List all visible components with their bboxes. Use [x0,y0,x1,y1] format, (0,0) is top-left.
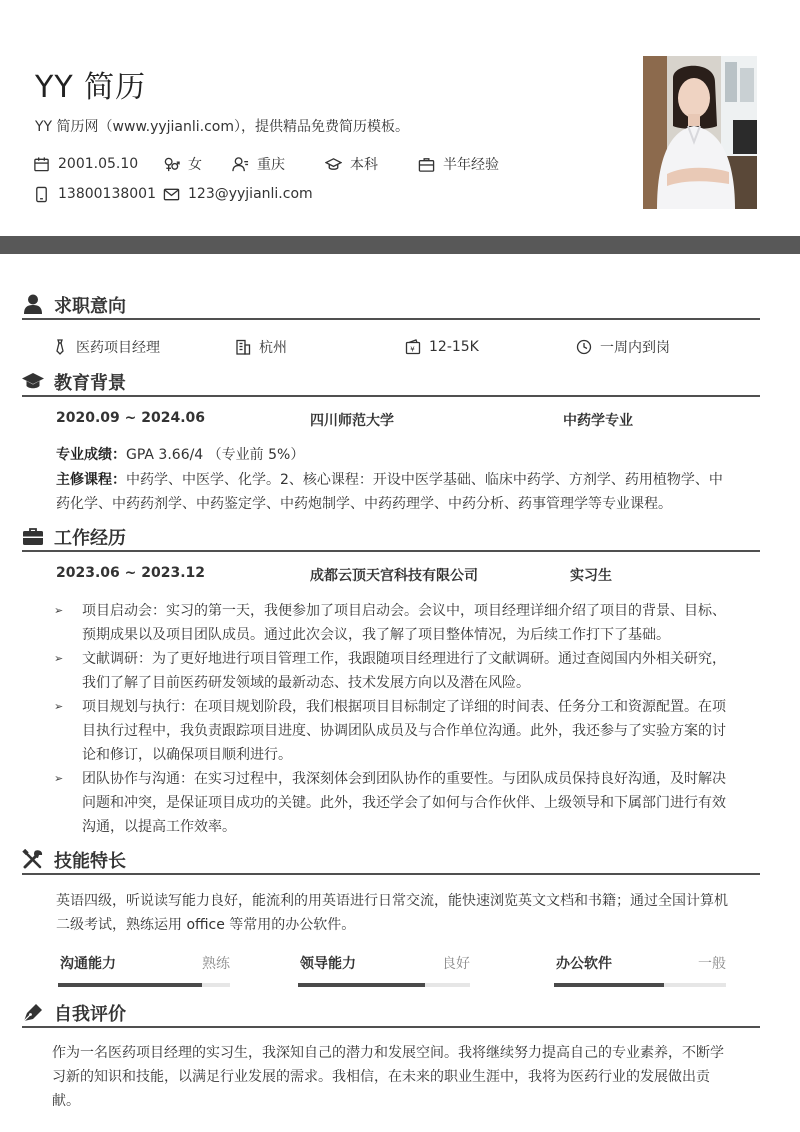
skill-bar [554,953,726,987]
intent-availability-value: 一周内到岗 [600,340,670,356]
skill-fill [58,983,202,987]
skill-bar [58,953,230,987]
resume-name: YY 简历 [35,70,147,105]
skill-track [58,983,230,987]
section-education [22,369,760,397]
self-eval-text: 作为一名医药项目经理的实习生，我深知自己的潜力和发展空间。我将继续努力提高自己的专业素养，不断学习新的知识和技能，以满足行业发展的需求。我相信，在未来的职业生涯中，我将为医药行业的发展做出贡献。 [52,1045,724,1109]
section-title: 教育背景 [54,373,126,394]
section-title: 技能特长 [54,851,126,872]
wallet-icon [405,339,421,355]
skill-level: 良好 [442,956,470,972]
work-item-text: 项目启动会：实习的第一天，我便参加了项目启动会。会议中，项目经理详细介绍了项目的背景、目标、预期成果以及项目团队成员。通过此次会议，我了解了项目整体情况，为后续工作打下了基础。 [82,603,726,643]
section-title: 求职意向 [54,296,126,317]
experience-info [418,154,499,174]
work-item [52,695,736,767]
work-item-text: 项目规划与执行：在项目规划阶段，我们根据项目目标制定了详细的时间表、任务分工和资源配置。在项目执行过程中，我负责跟踪项目进度、协调团队成员及与合作单位沟通。此外，我还参与了实验方案的讨论和修订，以确保项目顺利进行。 [82,699,726,763]
work-item-text: 文献调研：为了更好地进行项目管理工作，我跟随项目经理进行了文献调研。通过查阅国内外相关研究，我们了解了目前医药研发领域的最新动态、技术发展方向以及潜在风险。 [82,651,726,691]
email-value: 123@yyjianli.com [188,186,313,202]
edu-courses-value: 中药学、中医学、化学。2、核心课程：开设中医学基础、临床中药学、方剂学、药用植物学、中药化学、中药药剂学、中药鉴定学、中药炮制学、中药药理学、中药分析、药事管理学等专业课程。 [56,472,723,512]
section-work [22,524,760,552]
edu-grade-label: 专业成绩： [56,447,126,463]
skill-name: 沟通能力 [60,956,116,972]
person-location-icon [232,156,249,173]
skill-track [554,983,726,987]
section-title: 自我评价 [54,1004,126,1025]
intent-salary-value: 12-15K [429,339,479,355]
profile-photo [643,56,757,209]
birthday-info [33,154,138,174]
skill-fill [554,983,664,987]
intent-position [52,337,160,357]
arrow-bullet-icon: ➢ [54,700,64,713]
edu-period: 2020.09 ~ 2024.06 [56,410,206,426]
gender-icon [163,156,180,173]
calendar-icon [33,156,50,173]
email-info [163,184,313,204]
user-icon [22,294,44,314]
edu-grade [56,443,736,467]
mail-icon [163,186,180,203]
skill-level: 熟练 [202,956,230,972]
work-item-text: 团队协作与沟通：在实习过程中，我深刻体会到团队协作的重要性。与团队成员保持良好沟通，及时解决问题和冲突，是保证项目成功的关键。此外，我还学会了如何与合作伙伴、上级领导和下属部门进行有效沟通，以提高工作效率。 [82,771,726,835]
work-item [52,599,736,647]
intent-city-value: 杭州 [259,340,287,356]
education-info [325,154,378,174]
skill-name: 办公软件 [556,956,612,972]
edu-grade-value: GPA 3.66/4 （专业前 5%） [126,447,305,463]
intent-availability [576,337,670,357]
intent-salary [405,337,479,357]
location-info [232,154,285,174]
graduation-cap-icon [325,156,342,173]
education-value: 本科 [350,157,378,173]
arrow-bullet-icon: ➢ [54,604,64,617]
clock-icon [576,339,592,355]
intent-city [235,337,287,357]
section-self-eval [22,1000,760,1028]
intent-position-value: 医药项目经理 [76,340,160,356]
arrow-bullet-icon: ➢ [54,772,64,785]
portrait-photo-icon [643,56,757,209]
location-value: 重庆 [257,157,285,173]
skill-fill [298,983,425,987]
edu-courses-label: 主修课程： [56,472,126,488]
tie-icon [52,339,68,355]
work-period: 2023.06 ~ 2023.12 [56,565,206,581]
edu-school: 四川师范大学 [310,413,394,429]
svg-text:¥: ¥ [410,345,415,354]
phone-icon [33,186,50,203]
skills-description: 英语四级，听说读写能力良好，能流利的用英语进行日常交流，能快速浏览英文文档和书籍；通过全国计算机二级考试，熟练运用 office 等常用的办公软件。 [56,893,728,933]
gender-info [163,154,202,174]
birthday-value: 2001.05.10 [58,156,139,172]
section-title: 工作经历 [54,528,126,549]
skill-name: 领导能力 [300,956,356,972]
work-role: 实习生 [570,568,612,584]
section-skills [22,847,760,875]
skill-bar [298,953,470,987]
phone-info [33,184,156,204]
work-item [52,647,736,695]
edu-courses [56,468,736,516]
skill-level: 一般 [698,956,726,972]
pen-icon [22,1002,44,1022]
experience-value: 半年经验 [443,157,499,173]
section-job-intent [22,292,760,320]
graduation-cap-icon [22,371,44,391]
header-banner [0,236,800,254]
briefcase-icon [22,526,44,546]
gender-value: 女 [188,157,202,173]
phone-value: 13800138001 [58,186,156,202]
edu-major: 中药学专业 [563,413,633,429]
work-item-list [52,599,736,839]
skill-track [298,983,470,987]
work-company: 成都云顶天宫科技有限公司 [310,568,478,584]
work-item [52,767,736,839]
resume-subtitle: YY 简历网（www.yyjianli.com），提供精品免费简历模板。 [35,119,409,135]
tools-icon [22,849,44,869]
briefcase-icon [418,156,435,173]
building-icon [235,339,251,355]
arrow-bullet-icon: ➢ [54,652,64,665]
